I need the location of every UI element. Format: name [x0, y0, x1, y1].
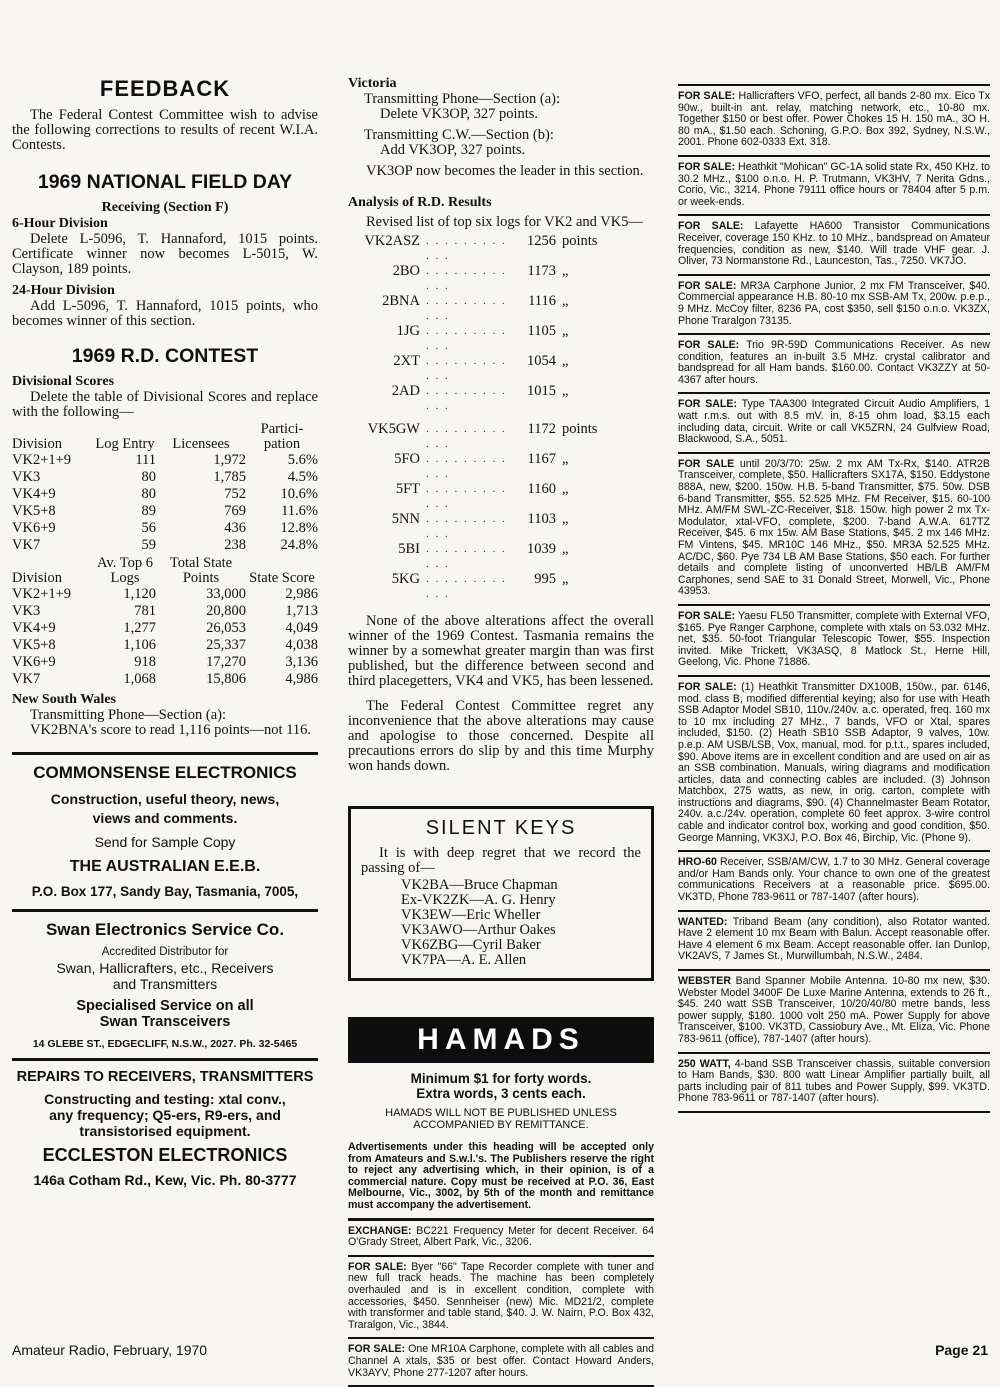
state-table-row: [12, 603, 318, 620]
victoria-phone-text: Delete VK3OP, 327 points.: [380, 106, 539, 122]
result-points: 1173: [527, 263, 556, 279]
classified-label: WANTED:: [678, 915, 728, 928]
div-table-row: [12, 503, 318, 520]
state-table-cell: 781: [134, 603, 156, 619]
nsw-heading: New South Wales: [12, 692, 116, 707]
classifieds-middle: [348, 1221, 654, 1387]
div-table-cell: 4.5%: [287, 469, 318, 485]
classifieds-right: [678, 86, 990, 1113]
victoria-phone-line: Transmitting Phone—Section (a):: [364, 91, 561, 107]
result-leader-dots: . . . . . . . . . . . .: [426, 355, 507, 382]
div-table-cell: VK4+9: [12, 486, 56, 502]
state-table-header-cell: Total State Points: [169, 555, 233, 586]
result-points: 1256: [527, 233, 556, 249]
classified-label: EXCHANGE:: [348, 1224, 412, 1237]
analysis-para2: The Federal Contest Committee regret any inconvenience that the above alterations may cause and apologise to those concerned. Despite all precautions errors do slip by and this time Murphy won hands down.: [348, 698, 654, 774]
rd-contest-heading: 1969 R.D. CONTEST: [71, 345, 259, 367]
analysis-intro: Revised list of top six logs for VK2 and VK5—: [366, 214, 643, 230]
state-table-cell: VK4+9: [12, 620, 56, 636]
silent-key-entry: VK3AWO—Arthur Oakes: [401, 922, 556, 938]
div-table-row: [12, 469, 318, 486]
result-callsign: 2AD: [391, 383, 420, 399]
result-unit: „: [562, 481, 569, 497]
silent-keys-names: [361, 878, 641, 968]
state-table-cell: VK3: [12, 603, 41, 619]
result-unit: „: [562, 293, 569, 309]
classified-ad: [678, 394, 990, 453]
six-hour-heading: 6-Hour Division: [12, 216, 108, 231]
classified-ad: [678, 852, 990, 911]
result-leader-dots: . . . . . . . . . . . .: [426, 423, 507, 450]
commonsense-line1: Construction, useful theory, news,: [50, 791, 280, 807]
classified-label: FOR SALE:: [678, 279, 737, 292]
result-callsign: 1JG: [396, 323, 420, 339]
state-table-cell: 1,713: [285, 603, 318, 619]
state-table-header-cell: State Score: [249, 570, 315, 586]
div-table-cell: 1,785: [213, 469, 246, 485]
div-table-cell: VK7: [12, 537, 41, 553]
feedback-intro: The Federal Contest Committee wish to advise the following corrections to results of recent W.I.A. Contests.: [12, 107, 318, 153]
result-leader-dots: . . . . . . . . . . . .: [426, 265, 507, 292]
result-row: [348, 422, 654, 452]
silent-key-entry: VK2BA—Bruce Chapman: [401, 877, 558, 893]
state-table-cell: VK5+8: [12, 637, 56, 653]
div-table-cell: 56: [141, 520, 156, 536]
result-points: 1167: [527, 451, 556, 467]
state-table-cell: 17,270: [206, 654, 246, 670]
hamads-minimum: Minimum $1 for forty words.: [410, 1071, 592, 1086]
footer-page-number: Page 21: [935, 1342, 988, 1358]
div-table-cell: 238: [224, 537, 246, 553]
result-points: 1172: [527, 421, 556, 437]
commonsense-ad: [12, 755, 318, 909]
eccleston-line2: any frequency; Q5-ers, R9-ers, and: [49, 1107, 281, 1123]
result-row: [348, 542, 654, 572]
classified-text: Receiver, SSB/AM/CW, 1.7 to 30 MHz. General coverage and/or Ham Bands only. Your chance to own one of the greatest communications Receivers at a reasonable price. $695.00. VK3TD, Phone 783-9611 or 787-1407 (after hours).: [678, 856, 990, 904]
swan-ad: [12, 912, 318, 1058]
vk5-results-list: [348, 422, 654, 602]
result-callsign: 5KG: [391, 571, 420, 587]
div-table-cell: 10.6%: [280, 486, 318, 502]
div-table-cell: 80: [141, 469, 156, 485]
classified-ad: [678, 216, 990, 275]
div-table-cell: 59: [141, 537, 156, 553]
classified-ad: [678, 335, 990, 394]
div-table-header-cell: Partici- pation: [260, 421, 304, 452]
div-table-cell: 5.6%: [287, 452, 318, 468]
classified-text: (1) Heathkit Transmitter DX100B, 150w., par. 6146, mod. class B, modified differential keying; also for use with Heath SSB Adaptor Model SB10, 110v./240v. a.c. operated, freq. 160 mx to 10 mx including 27 MHz., 7 bands, VFO or Xtal, spares included, $150. (2) Heath SB10 SSB Adaptor, 9 valves, 10w. p.e.p. AM USB/LSB, Vox, manual, mod. for p.t.t., spares included, $90. Above items are in excellent condition and are used on air as an SSB combination. Manuals, wiring diagrams and modification articles, data and connecting cables are included. (3) Johnson Matchbox, 275 watts, as new, in orig. carton, complete with instructions and diagrams, $90. (4) Channelmaster Beam Rotator, 240v. a.c./24v. operation, complete 60 feet approx. 3-wire control cable and indicator control box, working and good condition, $50. George Manning, VK3XJ, P.O. Box 46, Birchip, Vic. (Phone 9).: [678, 680, 990, 844]
six-hour-text: Delete L-5096, T. Hannaford, 1015 points. Certificate winner now becomes L-5015, W. Clayson, 189 points.: [12, 231, 318, 277]
classified-ad: [678, 1054, 990, 1113]
state-table-cell: 1,120: [123, 586, 156, 602]
div-table-cell: 24.8%: [280, 537, 318, 553]
silent-key-entry: Ex-VK2ZK—A. G. Henry: [401, 892, 556, 908]
result-unit: „: [562, 353, 569, 369]
divisional-scores-text: Delete the table of Divisional Scores and replace with the following—: [12, 389, 318, 420]
hamads-terms: Advertisements under this heading will be accepted only from Amateurs and S.w.l.'s. The Publishers reserve the right to reject any advertising which, in their opinion, is of a commercial nature. Copy must be received at P.O. 36, East Melbourne, Vic., 3002, by 5th of the month and remittance must accompany the advertisement.: [348, 1137, 654, 1221]
swan-line4: Specialised Service on all: [76, 998, 254, 1014]
field-day-heading: 1969 NATIONAL FIELD DAY: [37, 171, 293, 193]
state-table-cell: 1,277: [123, 620, 156, 636]
result-unit: „: [562, 323, 569, 339]
swan-line3: and Transmitters: [112, 976, 218, 992]
state-table-row: [12, 586, 318, 603]
result-row: [348, 572, 654, 602]
result-points: 1160: [527, 481, 556, 497]
state-table-cell: VK2+1+9: [12, 586, 72, 602]
div-table-row: [12, 520, 318, 537]
classified-text: Byer "66" Tape Recorder complete with tuner and new full track heads. The machine has been completely overhauled and is in excellent condition, complete with accessories, $450. Sennheiser (new) Mic. MD21/2, complete with transformer and table stand, $40. J. W. Nairn, P.O. Box 432, Traralgon, Vic., 3844.: [348, 1260, 654, 1331]
state-table-cell: 4,986: [285, 671, 318, 687]
classified-text: Triband Beam (any condition), also Rotator wanted. Have 2 element 10 mx Beam with Balun. Accept reasonable offer. Have 4 element 6 mx Beam. Accept reasonable offer. Ian Dunlop, VK2AVS, 7 James St., Murwillumbah, N.S.W., 2484.: [678, 915, 990, 963]
classified-ad: [678, 971, 990, 1054]
classified-text: until 20/3/70: 25w. 2 mx AM Tx-Rx, $140. ATR2B Transceiver, complete, $50. Hallicrafters SX17A, $150. Eddystone 888A, new, $200. 150w. H.B. 5-band Transmitter, $75. 50w. DSB 6-band Transmitter, $55. 52.525 MHz. FM Receiver, $15. 60-100 MHz. AM/FM SWL-ZC-Receiver, $18. 150w. high power 2 mx Tx-Modulator, xtal-VFO, complete, $200. 7-band A.W.A. 617TZ Receiver, $45. 6 mx 15w. AM Base Stations, $45. 2 mx 146 MHz. FM Vintens, $45. MR10C 146 MHz., $50. MR3A 52.525 MHz. AC/DC, $60. Pye 734 LB AM Base Stations, $50 each. For further details and complete listing of unconverted HB/LB AM/FM Carphones, send SAE to 31 Donald Street, Morwell, Vic., Phone 43953.: [678, 457, 990, 598]
state-table-cell: 20,800: [206, 603, 246, 619]
silent-keys-box: [348, 806, 654, 981]
result-row: [348, 354, 654, 384]
state-table-cell: 2,986: [285, 586, 318, 602]
classified-label: FOR SALE:: [678, 220, 744, 233]
result-row: [348, 294, 654, 324]
classified-label: 250 WATT,: [678, 1057, 731, 1070]
div-table-header-row: [12, 422, 318, 452]
div-table-header-cell: Log Entry: [95, 436, 155, 452]
result-points: 995: [534, 571, 556, 587]
commonsense-publication: THE AUSTRALIAN E.E.B.: [69, 858, 261, 875]
classified-text: Trio 9R-59D Communications Receiver. As new condition, features an in-built 3.5 MHz. crystal calibrator and bandspread for all Ham bands. $160.00. Contact VK3ZZY at 50-4367 after hours.: [678, 339, 990, 386]
state-table-cell: 15,806: [206, 671, 246, 687]
classified-label: FOR SALE:: [678, 90, 736, 102]
nsw-section-line: Transmitting Phone—Section (a):: [30, 707, 227, 723]
column-right: [678, 84, 990, 1113]
swan-name: Swan Electronics Service Co.: [45, 920, 285, 939]
classified-ad: [348, 1221, 654, 1257]
result-points: 1039: [527, 541, 556, 557]
div-table-row: [12, 452, 318, 469]
commonsense-address: P.O. Box 177, Sandy Bay, Tasmania, 7005,: [31, 884, 299, 899]
swan-line2: Swan, Hallicrafters, etc., Receivers: [56, 960, 274, 976]
divisional-scores-table: [12, 422, 318, 554]
div-table-cell: 752: [224, 486, 246, 502]
column-middle: [348, 0, 654, 1387]
result-callsign: 5FT: [395, 481, 420, 497]
result-unit: „: [562, 571, 569, 587]
div-table-header-cell: Licensees: [172, 436, 230, 452]
state-table-cell: 1,068: [123, 671, 156, 687]
classified-text: Lafayette HA600 Transistor Communications Receiver, coverage 150 KHz. to 10 MHz., bandspread on Amateur frequencies, condition as new, $140. Will trade VHF gear. J. Oliver, 73 Normanstone Rd., Launceston, Tas., 7250. VK7JO.: [678, 220, 990, 268]
victoria-heading: Victoria: [348, 76, 397, 91]
eccleston-line3: transistorised equipment.: [79, 1123, 251, 1139]
result-unit: „: [562, 263, 569, 279]
analysis-para1: None of the above alterations affect the overall winner of the 1969 Contest. Tasmania remains the winner by a somewhat greater margin than was first published, but the difference between second and third placegetters, VK4 and VK5, has been lessened.: [348, 613, 654, 689]
div-table-cell: VK6+9: [12, 520, 56, 536]
result-leader-dots: . . . . . . . . . . . .: [426, 385, 507, 412]
state-table-row: [12, 671, 318, 688]
classified-label: FOR SALE:: [348, 1260, 407, 1273]
field-day-section: Receiving (Section F): [101, 200, 229, 215]
result-points: 1015: [527, 383, 556, 399]
div-table-cell: 111: [135, 452, 156, 468]
classified-text: Yaesu FL50 Transmitter, complete with External VFO, $165. Pye Ranger Carphone, complete with xtals on 53.032 MHz. net, $35. 50-foot Triangular Telescopic Tower, $55. Inspection invited. Mike Trickett, VK3ASQ, 8 Matlock St., Herne Hill, Geelong, Vic. Phone 71886.: [678, 609, 990, 669]
nsw-correction: VK2BNA's score to read 1,116 points—not 116.: [30, 722, 312, 738]
commonsense-name: COMMONSENSE ELECTRONICS: [33, 763, 297, 782]
classified-label: FOR SALE: [678, 457, 735, 470]
eccleston-address: 146a Cotham Rd., Kew, Vic. Ph. 80-3777: [33, 1172, 297, 1188]
result-row: [348, 384, 654, 414]
state-table-header-cell: Av. Top 6 Logs: [97, 555, 153, 586]
classified-ad: [678, 606, 990, 677]
result-callsign: 5BI: [398, 541, 420, 557]
div-table-cell: VK5+8: [12, 503, 56, 519]
result-callsign: VK5GW: [367, 421, 420, 437]
state-table-header-cell: Division: [12, 570, 62, 586]
hamads-banner: HAMADS: [348, 1017, 654, 1063]
classified-label: FOR SALE:: [678, 160, 736, 173]
state-table-cell: 4,038: [285, 637, 318, 653]
eccleston-ad: [12, 1061, 318, 1188]
result-unit: „: [562, 541, 569, 557]
state-table-cell: VK6+9: [12, 654, 56, 670]
result-points: 1105: [527, 323, 556, 339]
silent-key-entry: VK6ZBG—Cyril Baker: [401, 937, 541, 953]
state-table-row: [12, 654, 318, 671]
result-callsign: 2BO: [392, 263, 420, 279]
eccleston-heading: REPAIRS TO RECEIVERS, TRANSMITTERS: [16, 1069, 314, 1085]
classified-label: FOR SALE:: [678, 609, 736, 622]
div-table-header-cell: Division: [12, 436, 62, 452]
result-leader-dots: . . . . . . . . . . . .: [426, 453, 507, 480]
result-callsign: 5FO: [394, 451, 420, 467]
state-table-cell: 1,106: [123, 637, 156, 653]
silent-keys-heading: SILENT KEYS: [425, 817, 577, 839]
result-callsign: 2XT: [393, 353, 420, 369]
result-points: 1116: [528, 293, 556, 309]
result-row: [348, 234, 654, 264]
state-table-cell: 918: [134, 654, 156, 670]
classified-ad: [678, 157, 990, 216]
result-row: [348, 512, 654, 542]
result-leader-dots: . . . . . . . . . . . .: [426, 295, 507, 322]
silent-key-entry: VK7PA—A. E. Allen: [401, 952, 527, 968]
swan-line1: Accredited Distributor for: [101, 946, 229, 958]
div-table-cell: 1,972: [213, 452, 246, 468]
div-table-cell: 436: [224, 520, 246, 536]
classified-label: FOR SALE:: [678, 398, 737, 411]
result-callsign: VK2ASZ: [364, 233, 420, 249]
classified-label: FOR SALE:: [348, 1343, 406, 1356]
column-left: [12, 0, 318, 1188]
swan-line5: Swan Transceivers: [99, 1014, 231, 1030]
state-table-cell: 4,049: [285, 620, 318, 636]
silent-key-entry: VK3EW—Eric Wheller: [401, 907, 541, 923]
div-table-row: [12, 537, 318, 554]
classified-ad: [678, 276, 990, 335]
classified-text: Heathkit "Mohican" GC-1A solid state Rx, 450 KHz. to 30.2 MHz., $100 o.n.o. H. P. Trutmann, VK3HV, 7 Nerita Gdns., Corio, Vic., 3214. Phone 79111 office hours or 78404 after 5 p.m. or week-ends.: [678, 160, 990, 208]
classified-ad: [348, 1339, 654, 1387]
classified-ad: [678, 454, 990, 606]
classified-text: MR3A Carphone Junior, 2 mx FM Transceiver, $40. Commercial appearance H.B. 80-10 mx SSB-AM Tx, 200w. p.e.p., 9 MHz. McCoy filter, 8236 PA, cost $350, sell $150 o.n.o. VK3ZX, Phone Traralgon 73135.: [678, 279, 990, 327]
victoria-leader-text: VK3OP now becomes the leader in this section.: [366, 163, 644, 179]
result-unit: „: [562, 511, 569, 527]
victoria-cw-line: Transmitting C.W.—Section (b):: [364, 127, 554, 143]
victoria-cw-text: Add VK3OP, 327 points.: [380, 142, 526, 158]
classified-text: Type TAA300 Integrated Circuit Audio Amplifiers, 1 watt r.m.s. out with 8.5 mV. in, 8-15 ohm load, $3.15 each including data, circuit. Write or call VK5ZRN, 24 Gulfview Road, Blackwood, S.A., 5051.: [678, 398, 990, 446]
result-leader-dots: . . . . . . . . . . . .: [426, 543, 507, 570]
result-leader-dots: . . . . . . . . . . . .: [426, 573, 507, 600]
result-row: [348, 482, 654, 512]
classified-ad: [678, 912, 990, 971]
classified-label: FOR SALE:: [678, 339, 740, 352]
classified-text: 4-band SSB Transceiver chassis, suitable conversion to Ham Bands, $30. 800 watt Linear Amplifier partially built, all parts including pair of 811 tubes and Power Supply, $99. VK3TD. Phone 783-9611 or 787-1407 (after hours).: [678, 1057, 990, 1105]
classified-label: WEBSTER: [678, 975, 731, 987]
state-table-cell: 33,000: [206, 586, 246, 602]
result-leader-dots: . . . . . . . . . . . .: [426, 483, 507, 510]
div-table-row: [12, 486, 318, 503]
result-points: 1103: [527, 511, 556, 527]
result-row: [348, 324, 654, 354]
eccleston-line1: Constructing and testing: xtal conv.,: [44, 1091, 286, 1107]
result-points: 1054: [527, 353, 556, 369]
div-table-cell: 769: [224, 503, 246, 519]
div-table-cell: 89: [141, 503, 156, 519]
result-callsign: 2BNA: [382, 293, 420, 309]
classified-text: One MR10A Carphone, complete with all cables and Channel A xtals, $35 or best offer. Contact Howard Anders, VK3AYV, Phone 277-1207 after hours.: [348, 1343, 655, 1379]
divisional-scores-heading: Divisional Scores: [12, 374, 115, 389]
result-unit: „: [562, 383, 569, 399]
result-row: [348, 264, 654, 294]
hamads-extra: Extra words, 3 cents each.: [416, 1086, 586, 1101]
result-leader-dots: . . . . . . . . . . . .: [426, 325, 507, 352]
classified-ad: [678, 677, 990, 852]
classified-text: Band Spanner Mobile Antenna. 10-80 mx new, $30. Webster Model 3400F De Luxe Marine Antenna, extends to 26 ft., $45. 240 watt SSB Transceiver, 10/20/40/80 metre bands, less power supply, $180. 1000 volt 250 mA. Power Supply for above Transceiver, $100. VK3TD, Cassiobury Ave., Mt. Eliza, Vic. Phone 783-9611 (office), 787-1407 (after hours).: [678, 975, 990, 1045]
classified-ad: [678, 86, 990, 157]
div-table-cell: VK2+1+9: [12, 452, 72, 468]
state-table-cell: 25,337: [206, 637, 246, 653]
eccleston-name: ECCLESTON ELECTRONICS: [42, 1145, 288, 1165]
twenty-four-hour-heading: 24-Hour Division: [12, 283, 115, 298]
div-table-cell: 80: [141, 486, 156, 502]
footer-publication: Amateur Radio, February, 1970: [12, 1342, 208, 1358]
result-unit: points: [562, 421, 598, 437]
div-table-cell: 12.8%: [280, 520, 318, 536]
result-unit: „: [562, 451, 569, 467]
result-unit: points: [562, 233, 598, 249]
div-table-cell: VK3: [12, 469, 41, 485]
classified-text: BC221 Frequency Meter for decent Receiver. 64 O'Grady Street, Albert Park, Vic., 3206.: [348, 1224, 654, 1249]
state-scores-table: [12, 556, 318, 688]
commonsense-line2: views and comments.: [92, 810, 238, 826]
state-table-header-row: [12, 556, 318, 586]
silent-keys-intro: It is with deep regret that we record the passing of—: [361, 845, 641, 876]
state-table-row: [12, 637, 318, 654]
analysis-heading: Analysis of R.D. Results: [348, 195, 492, 210]
commonsense-line3: Send for Sample Copy: [94, 834, 236, 850]
state-table-cell: 3,136: [285, 654, 318, 670]
div-table-cell: 11.6%: [281, 503, 318, 519]
result-callsign: 5NN: [391, 511, 420, 527]
vk2-results-list: [348, 234, 654, 414]
classified-ad: [348, 1257, 654, 1340]
hamads-notice: HAMADS WILL NOT BE PUBLISHED UNLESS ACCOMPANIED BY REMITTANCE.: [385, 1107, 617, 1131]
classified-label: HRO-60: [678, 856, 717, 869]
feedback-heading: FEEDBACK: [99, 76, 231, 101]
state-table-row: [12, 620, 318, 637]
state-table-cell: 26,053: [206, 620, 246, 636]
swan-address: 14 GLEBE ST., EDGECLIFF, N.S.W., 2027. Ph. 32-5465: [32, 1038, 298, 1050]
classified-text: Hallicrafters VFO, perfect, all bands 2-80 mx. Eico Tx 90w., built-in ant. relay, matching network, etc., 10-80 mx. Together $150 or best offer. Power Chokes 15 H. 150 mA., 3O H. 80 mA., $1.50 each. Schoning, G.P.O. Box 392, Sydney, N.S.W., 2001. Phone 602-0333 Ext. 318.: [678, 90, 990, 149]
state-table-cell: VK7: [12, 671, 41, 687]
twenty-four-hour-text: Add L-5096, T. Hannaford, 1015 points, who becomes winner of this section.: [12, 298, 318, 329]
classified-label: FOR SALE:: [678, 680, 737, 693]
result-leader-dots: . . . . . . . . . . . .: [426, 513, 507, 540]
result-leader-dots: . . . . . . . . . . . .: [426, 235, 507, 262]
result-row: [348, 452, 654, 482]
